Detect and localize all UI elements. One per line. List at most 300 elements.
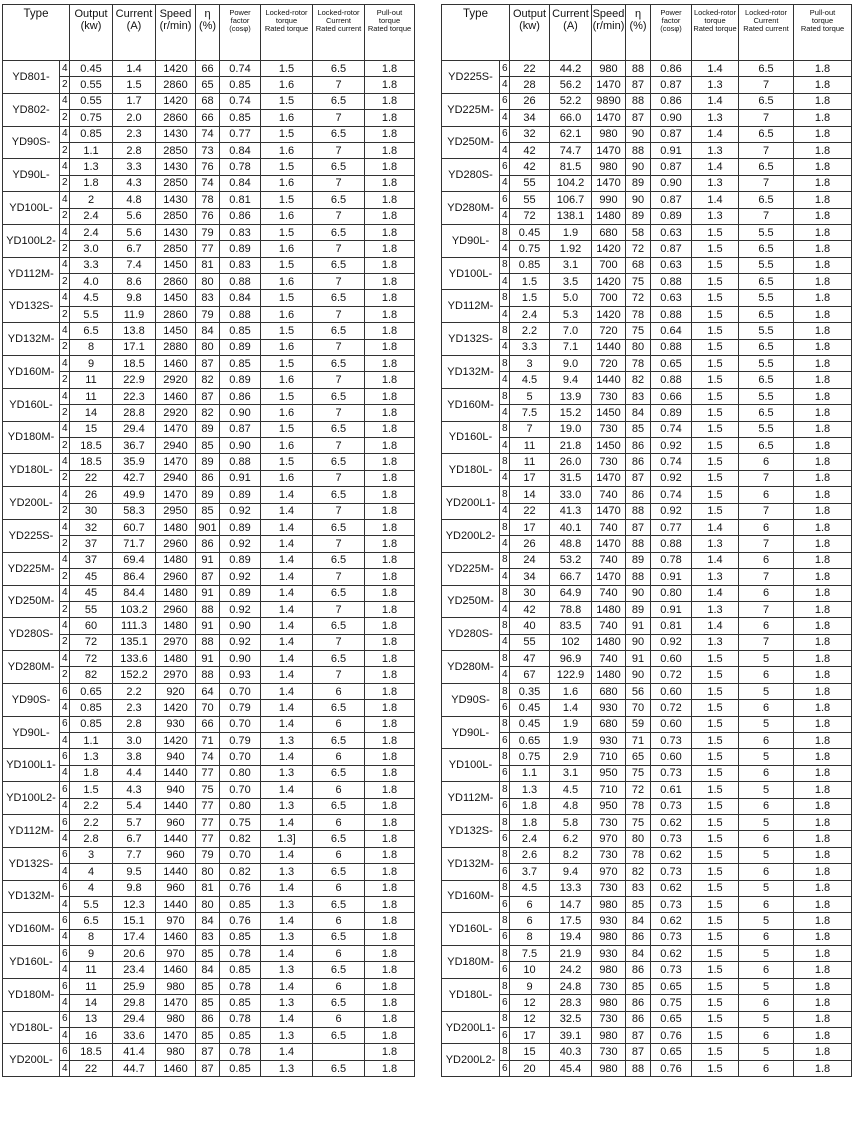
spec-cell: 5.5: [739, 421, 794, 437]
spec-cell: 1.4: [261, 618, 313, 634]
spec-cell: 0.70: [220, 716, 261, 732]
spec-cell: 1.1: [70, 142, 113, 158]
spec-cell: 4: [70, 880, 113, 896]
spec-cell: 3.8: [113, 749, 156, 765]
spec-cell: 0.89: [651, 208, 692, 224]
spec-cell: 1460: [156, 929, 196, 945]
spec-cell: 6.5: [739, 61, 794, 77]
spec-cell: 0.65: [651, 356, 692, 372]
spec-cell: 1.4: [261, 978, 313, 994]
header-line: Speed: [159, 8, 192, 20]
spec-cell: 66: [196, 716, 220, 732]
table-row: [442, 569, 852, 585]
spec-cell: 85: [626, 421, 651, 437]
spec-cell: 85: [196, 978, 220, 994]
lrc-header: [313, 5, 365, 61]
spec-cell: 0.75: [510, 749, 550, 765]
spec-cell: 1.4: [261, 667, 313, 683]
speed-header: [156, 5, 196, 61]
spec-cell: 6.5: [739, 437, 794, 453]
pole-count: 8: [500, 847, 510, 863]
header-line: Current: [115, 8, 153, 20]
table-row: [3, 306, 415, 322]
spec-cell: 14: [70, 995, 113, 1011]
spec-cell: 1.6: [261, 77, 313, 93]
spec-cell: 7: [313, 241, 365, 257]
pole-count: 6: [60, 1011, 70, 1027]
spec-cell: 1.8: [794, 503, 852, 519]
table-row: [3, 913, 415, 929]
spec-cell: 85: [196, 437, 220, 453]
spec-cell: 7: [739, 208, 794, 224]
spec-cell: 3.3: [113, 159, 156, 175]
spec-cell: 6: [313, 978, 365, 994]
spec-cell: 1.5: [692, 503, 739, 519]
spec-cell: 0.73: [651, 798, 692, 814]
table-row: [442, 470, 852, 486]
motor-type: YD250M-: [3, 585, 60, 618]
spec-cell: 0.77: [220, 126, 261, 142]
spec-cell: 2850: [156, 208, 196, 224]
pole-count: 6: [500, 733, 510, 749]
spec-cell: 5: [739, 683, 794, 699]
spec-cell: 0.83: [220, 257, 261, 273]
spec-cell: 1.8: [794, 421, 852, 437]
spec-cell: 72: [626, 241, 651, 257]
spec-cell: 0.89: [220, 487, 261, 503]
spec-cell: 1470: [592, 536, 626, 552]
motor-type: YD112M-: [3, 257, 60, 290]
pole-count: 6: [500, 929, 510, 945]
output-header: [70, 5, 113, 61]
spec-cell: 0.88: [651, 306, 692, 322]
spec-cell: 1.8: [794, 306, 852, 322]
spec-cell: 1480: [156, 552, 196, 568]
spec-cell: 7: [313, 667, 365, 683]
spec-cell: 0.91: [651, 569, 692, 585]
table-row: [3, 585, 415, 601]
spec-cell: 740: [592, 651, 626, 667]
spec-cell: 1.8: [794, 192, 852, 208]
type-header: [442, 5, 510, 61]
table-row: [3, 487, 415, 503]
spec-cell: 1.8: [365, 93, 415, 109]
motor-type: YD180M-: [3, 421, 60, 454]
spec-cell: 6: [739, 1028, 794, 1044]
spec-cell: 0.62: [651, 946, 692, 962]
motor-type: YD90L-: [3, 159, 60, 192]
spec-cell: 0.88: [220, 274, 261, 290]
motor-type: YD100L-: [442, 749, 500, 782]
spec-cell: 2850: [156, 241, 196, 257]
spec-cell: 1.5: [692, 995, 739, 1011]
spec-cell: 3.0: [70, 241, 113, 257]
spec-cell: 2860: [156, 306, 196, 322]
table-row: [3, 880, 415, 896]
pole-count: 8: [500, 356, 510, 372]
spec-cell: 28.8: [113, 405, 156, 421]
spec-cell: 1.5: [692, 405, 739, 421]
spec-cell: 7: [313, 569, 365, 585]
spec-cell: 2960: [156, 569, 196, 585]
spec-cell: 8: [510, 929, 550, 945]
spec-cell: 1470: [156, 421, 196, 437]
spec-cell: 1.8: [365, 651, 415, 667]
spec-cell: 1420: [156, 61, 196, 77]
spec-cell: 1.3: [261, 929, 313, 945]
header-line: (kw): [519, 20, 540, 32]
motor-type: YD180M-: [442, 946, 500, 979]
spec-cell: 5.5: [739, 290, 794, 306]
spec-cell: 1.5: [261, 192, 313, 208]
spec-cell: 7: [313, 339, 365, 355]
spec-cell: 78: [626, 847, 651, 863]
table-row: [442, 782, 852, 798]
spec-cell: 6.5: [313, 159, 365, 175]
spec-cell: 1.5: [692, 978, 739, 994]
table-row: [442, 667, 852, 683]
spec-cell: 85: [196, 995, 220, 1011]
spec-cell: 0.84: [220, 175, 261, 191]
spec-cell: 0.73: [651, 962, 692, 978]
spec-cell: 0.89: [651, 405, 692, 421]
spec-cell: 0.86: [220, 208, 261, 224]
pot-header: [365, 5, 415, 61]
spec-cell: 6: [313, 1011, 365, 1027]
spec-cell: 1480: [156, 618, 196, 634]
spec-cell: 16: [70, 1028, 113, 1044]
table-row: [3, 208, 415, 224]
spec-cell: 1.8: [794, 585, 852, 601]
spec-cell: 22.9: [113, 372, 156, 388]
spec-cell: 1.5: [692, 372, 739, 388]
spec-cell: 1.4: [692, 618, 739, 634]
spec-cell: 1.4: [692, 192, 739, 208]
pole-count: 6: [60, 913, 70, 929]
table-row: [3, 77, 415, 93]
spec-cell: 0.92: [220, 503, 261, 519]
spec-cell: 76: [196, 208, 220, 224]
pole-count: 4: [60, 388, 70, 404]
pole-count: 8: [500, 782, 510, 798]
spec-cell: 1.5: [692, 241, 739, 257]
spec-cell: 7: [313, 306, 365, 322]
spec-cell: 1.4: [261, 552, 313, 568]
spec-cell: 79: [196, 306, 220, 322]
table-row: [442, 847, 852, 863]
spec-cell: 45: [70, 569, 113, 585]
spec-cell: 0.84: [220, 142, 261, 158]
spec-cell: 3: [510, 356, 550, 372]
spec-cell: 6: [739, 487, 794, 503]
header-line: torque: [378, 16, 401, 25]
spec-cell: 42.7: [113, 470, 156, 486]
spec-cell: 1.8: [365, 667, 415, 683]
spec-cell: 1480: [156, 651, 196, 667]
pole-count: 4: [60, 454, 70, 470]
pole-count: 6: [500, 126, 510, 142]
spec-cell: 35.9: [113, 454, 156, 470]
spec-cell: 17.4: [113, 929, 156, 945]
spec-cell: 1.5: [692, 1060, 739, 1076]
spec-cell: 0.85: [510, 257, 550, 273]
spec-cell: 80: [196, 864, 220, 880]
spec-cell: 22.3: [113, 388, 156, 404]
spec-cell: 8.6: [113, 274, 156, 290]
spec-cell: 0.81: [651, 618, 692, 634]
spec-cell: 1.5: [510, 274, 550, 290]
spec-cell: 1460: [156, 356, 196, 372]
spec-cell: 1.5: [692, 847, 739, 863]
spec-cell: 58.3: [113, 503, 156, 519]
spec-cell: 1.4: [261, 1011, 313, 1027]
spec-cell: 0.88: [651, 274, 692, 290]
header-line: Current: [552, 8, 589, 20]
spec-cell: 2.8: [113, 142, 156, 158]
spec-cell: 6.5: [739, 372, 794, 388]
pole-count: 2: [60, 372, 70, 388]
pf-header: [651, 5, 692, 61]
spec-cell: 1.3: [692, 110, 739, 126]
table-row: [3, 946, 415, 962]
spec-cell: 1.8: [365, 782, 415, 798]
spec-cell: 0.63: [651, 257, 692, 273]
spec-cell: 0.90: [651, 110, 692, 126]
spec-cell: 5: [739, 1011, 794, 1027]
spec-cell: 1.8: [365, 601, 415, 617]
spec-cell: 6: [510, 896, 550, 912]
spec-cell: 6.5: [313, 93, 365, 109]
spec-cell: 0.78: [220, 978, 261, 994]
spec-cell: 1.8: [794, 224, 852, 240]
spec-cell: 13.9: [550, 388, 592, 404]
spec-cell: 22: [70, 1060, 113, 1076]
spec-cell: 6.5: [313, 733, 365, 749]
spec-cell: 0.90: [220, 651, 261, 667]
spec-cell: 980: [592, 159, 626, 175]
table-row: [442, 1060, 852, 1076]
pole-count: 8: [500, 552, 510, 568]
spec-cell: 0.85: [220, 929, 261, 945]
spec-cell: 0.89: [220, 519, 261, 535]
spec-cell: 3.3: [510, 339, 550, 355]
spec-cell: 58: [626, 224, 651, 240]
spec-cell: 5.5: [70, 306, 113, 322]
spec-cell: 84: [196, 323, 220, 339]
spec-cell: 12.3: [113, 896, 156, 912]
spec-cell: 2970: [156, 634, 196, 650]
spec-cell: 0.75: [510, 241, 550, 257]
spec-cell: 1.4: [261, 536, 313, 552]
motor-type: YD160M-: [442, 880, 500, 913]
header-line: Rated torque: [264, 24, 309, 33]
spec-cell: 1.8: [365, 241, 415, 257]
spec-cell: 0.65: [651, 1044, 692, 1060]
spec-cell: 1470: [156, 1028, 196, 1044]
spec-cell: 1.5: [261, 421, 313, 437]
spec-cell: 1.5: [261, 93, 313, 109]
spec-cell: 87: [626, 1044, 651, 1060]
spec-cell: 0.45: [510, 716, 550, 732]
pole-count: 8: [500, 913, 510, 929]
pole-count: 4: [60, 159, 70, 175]
spec-cell: 1.5: [261, 224, 313, 240]
spec-cell: 1.8: [365, 880, 415, 896]
spec-cell: 1.8: [365, 864, 415, 880]
pole-count: 4: [500, 503, 510, 519]
spec-cell: 4.5: [70, 290, 113, 306]
spec-cell: 7: [739, 601, 794, 617]
spec-cell: 1.8: [365, 192, 415, 208]
spec-cell: 20.6: [113, 946, 156, 962]
header-line: Rated torque: [367, 24, 412, 33]
spec-cell: 980: [156, 1044, 196, 1060]
spec-cell: 1.3: [70, 749, 113, 765]
spec-cell: 1.8: [794, 126, 852, 142]
motor-type: YD132M-: [3, 880, 60, 913]
spec-cell: 45.4: [550, 1060, 592, 1076]
pole-count: 8: [500, 618, 510, 634]
pole-count: 6: [500, 798, 510, 814]
table-row: [442, 733, 852, 749]
spec-cell: 1.5: [692, 864, 739, 880]
spec-cell: 1.4: [692, 585, 739, 601]
spec-cell: 6: [313, 683, 365, 699]
spec-cell: 106.7: [550, 192, 592, 208]
pole-count: 4: [500, 110, 510, 126]
spec-cell: 700: [592, 257, 626, 273]
spec-cell: 6.5: [313, 323, 365, 339]
pole-count: 6: [60, 782, 70, 798]
spec-cell: 0.90: [220, 437, 261, 453]
motor-type: YD200L2-: [442, 1044, 500, 1077]
spec-cell: 1.8: [365, 585, 415, 601]
spec-cell: 1440: [156, 831, 196, 847]
spec-cell: 0.85: [220, 356, 261, 372]
spec-cell: 31.5: [550, 470, 592, 486]
spec-cell: 1.4: [261, 585, 313, 601]
motor-type: YD225M-: [3, 552, 60, 585]
spec-cell: 88: [626, 503, 651, 519]
spec-cell: 60: [70, 618, 113, 634]
spec-cell: 79: [196, 224, 220, 240]
motor-type: YD100L2-: [3, 224, 60, 257]
spec-cell: 5.5: [739, 257, 794, 273]
spec-cell: 80: [196, 274, 220, 290]
spec-cell: 970: [156, 946, 196, 962]
spec-cell: 0.82: [220, 831, 261, 847]
spec-cell: 1.8: [365, 536, 415, 552]
spec-cell: 1.8: [365, 454, 415, 470]
spec-cell: 6: [739, 962, 794, 978]
spec-cell: 1.4: [261, 782, 313, 798]
spec-cell: 1.8: [794, 536, 852, 552]
spec-cell: 1440: [592, 372, 626, 388]
spec-cell: 7: [739, 503, 794, 519]
spec-cell: 17: [510, 519, 550, 535]
table-row: [442, 159, 852, 175]
motor-type: YD112M-: [3, 814, 60, 847]
spec-cell: 1.3: [261, 962, 313, 978]
table-row: [3, 995, 415, 1011]
spec-cell: 1.4: [261, 700, 313, 716]
motor-type: YD280M-: [442, 651, 500, 684]
header-line: (%): [629, 20, 647, 32]
spec-cell: 2.2: [113, 683, 156, 699]
spec-cell: 1480: [592, 208, 626, 224]
motor-type: YD160M-: [3, 913, 60, 946]
table-row: [3, 388, 415, 404]
spec-cell: 740: [592, 618, 626, 634]
spec-cell: 1.5: [692, 323, 739, 339]
pole-count: 2: [60, 339, 70, 355]
spec-cell: 1.8: [365, 1044, 415, 1060]
table-row: [442, 896, 852, 912]
spec-cell: 55: [70, 601, 113, 617]
pole-count: 6: [500, 700, 510, 716]
pole-count: 6: [60, 683, 70, 699]
spec-cell: 1.8: [794, 356, 852, 372]
spec-cell: 89: [626, 175, 651, 191]
spec-cell: 0.85: [70, 700, 113, 716]
spec-cell: 1.3: [692, 77, 739, 93]
spec-cell: 0.62: [651, 814, 692, 830]
spec-cell: 0.89: [220, 372, 261, 388]
spec-cell: 1.5: [692, 356, 739, 372]
table-row: [3, 339, 415, 355]
spec-cell: 6: [313, 814, 365, 830]
table-body: [442, 61, 852, 1077]
spec-cell: 0.80: [220, 765, 261, 781]
motor-type: YD200L-: [3, 487, 60, 520]
spec-cell: 1.5: [692, 765, 739, 781]
pole-count: 4: [60, 864, 70, 880]
spec-cell: 0.86: [220, 388, 261, 404]
spec-cell: 6: [739, 454, 794, 470]
spec-cell: 1.5: [692, 749, 739, 765]
spec-cell: 730: [592, 421, 626, 437]
spec-cell: 5: [739, 880, 794, 896]
spec-cell: 980: [592, 929, 626, 945]
spec-cell: 1.8: [794, 765, 852, 781]
spec-cell: 2.9: [550, 749, 592, 765]
pole-count: 4: [500, 175, 510, 191]
spec-cell: 1.8: [794, 569, 852, 585]
spec-cell: 83: [196, 290, 220, 306]
spec-cell: 0.85: [220, 896, 261, 912]
spec-cell: 88: [626, 1060, 651, 1076]
spec-cell: 980: [592, 896, 626, 912]
header-line: torque: [704, 16, 726, 25]
spec-cell: 20: [510, 1060, 550, 1076]
pole-count: 8: [500, 716, 510, 732]
spec-cell: 1.8: [365, 388, 415, 404]
motor-type: YD90S-: [442, 683, 500, 716]
spec-cell: 0.88: [651, 339, 692, 355]
spec-cell: 6.5: [313, 1060, 365, 1076]
table-row: [3, 831, 415, 847]
spec-cell: 76: [196, 159, 220, 175]
spec-cell: 1.5: [692, 798, 739, 814]
spec-cell: 1.8: [510, 814, 550, 830]
pole-count: 6: [500, 192, 510, 208]
header-line: Type: [23, 8, 49, 20]
spec-cell: 1480: [592, 667, 626, 683]
spec-cell: 42: [510, 159, 550, 175]
spec-cell: 0.62: [651, 880, 692, 896]
spec-cell: 87: [626, 470, 651, 486]
spec-cell: 0.76: [220, 913, 261, 929]
